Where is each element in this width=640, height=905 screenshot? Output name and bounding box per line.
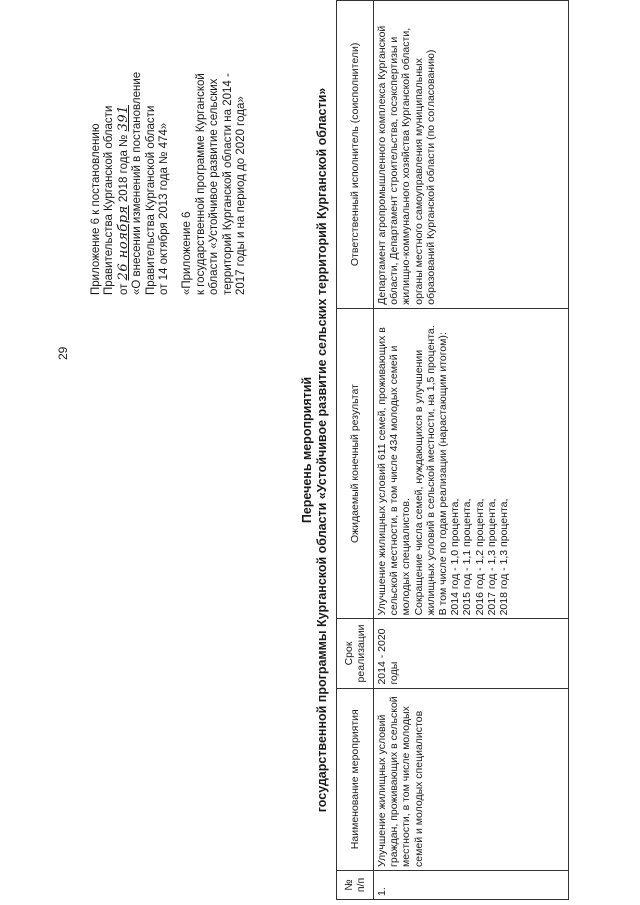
header-num: № п/п [337,870,374,899]
header-name: Наименование мероприятия [337,688,374,870]
appendix-line: Правительства Курганской области [103,105,116,295]
header-term: Срок реализации [337,619,374,688]
date-suffix: 2018 года № [117,134,130,203]
program-ref-line: территорий Курганской области на 2014 - [221,73,234,295]
table-header-row [337,1,374,900]
handwritten-number: 391 [115,105,131,132]
appendix-line: Правительства Курганской области [144,105,157,295]
program-ref-line: к государственной программе Курганской [194,73,207,295]
result-line: 2018 год - 1,3 процента, [498,498,511,616]
measures-table [336,0,569,900]
page-number: 29 [56,346,70,360]
appendix-date-line [117,35,131,295]
date-prefix: от [117,283,130,295]
program-ref-line: области «Устойчивое развитие сельских [208,78,221,295]
result-line: Улучшение жилищных условий 611 семей, проживающих в сельской местности, в том числе 434 молодых семей и молодых специалистов. [376,327,413,616]
cell-responsible: Департамент агропромышленного комплекса Курганской области, Департамент строительства, госэкспертизы и жилищно-коммунального хозяйства Курганской области, органы местного самоуправления муниципальных образований Курганской области (по согласованию) [374,1,569,309]
table-row [374,1,569,900]
cell-num: 1. [374,870,569,899]
document-title [300,20,330,880]
appendix-line: от 14 октября 2013 года № 474» [158,122,171,295]
appendix-line: Приложение 6 к постановлению [90,123,102,295]
cell-term: 2014 - 2020 годы [374,619,569,688]
result-line: 2015 год - 1,1 процента, [461,498,474,616]
program-ref-line: 2017 годы и на период до 2020 года» [235,96,248,295]
handwritten-date: 26 ноября [115,205,131,281]
result-line: 2017 год - 1,3 процента, [485,498,498,616]
result-line: 2016 год - 1,2 процента, [473,498,486,616]
title-line-1: Перечень мероприятий [300,376,314,524]
result-line: В том числе по годам реализации (нарастающим итогом): [437,332,450,616]
cell-result [374,308,569,619]
header-result: Ожидаемый конечный результат [337,308,374,619]
header-responsible: Ответственный исполнитель (соисполнители) [337,1,374,309]
result-line: 2014 год - 1,0 процента, [449,498,462,616]
title-line-2: государственной программы Курганской области «Устойчивое развитие сельских территорий Курганской области» [315,87,329,813]
result-line: Сокращение числа семей, нуждающихся в улучшении жилищных условий в сельской местности, на 1,5 процента. [412,325,437,616]
appendix-header [90,35,248,295]
program-ref-line: «Приложение 6 [181,211,194,295]
appendix-line: «О внесении изменений в постановление [131,71,144,295]
cell-name: Улучшение жилищных условий граждан, проживающих в сельской местности, в том числе молодых семей и молодых специалистов [374,688,569,870]
